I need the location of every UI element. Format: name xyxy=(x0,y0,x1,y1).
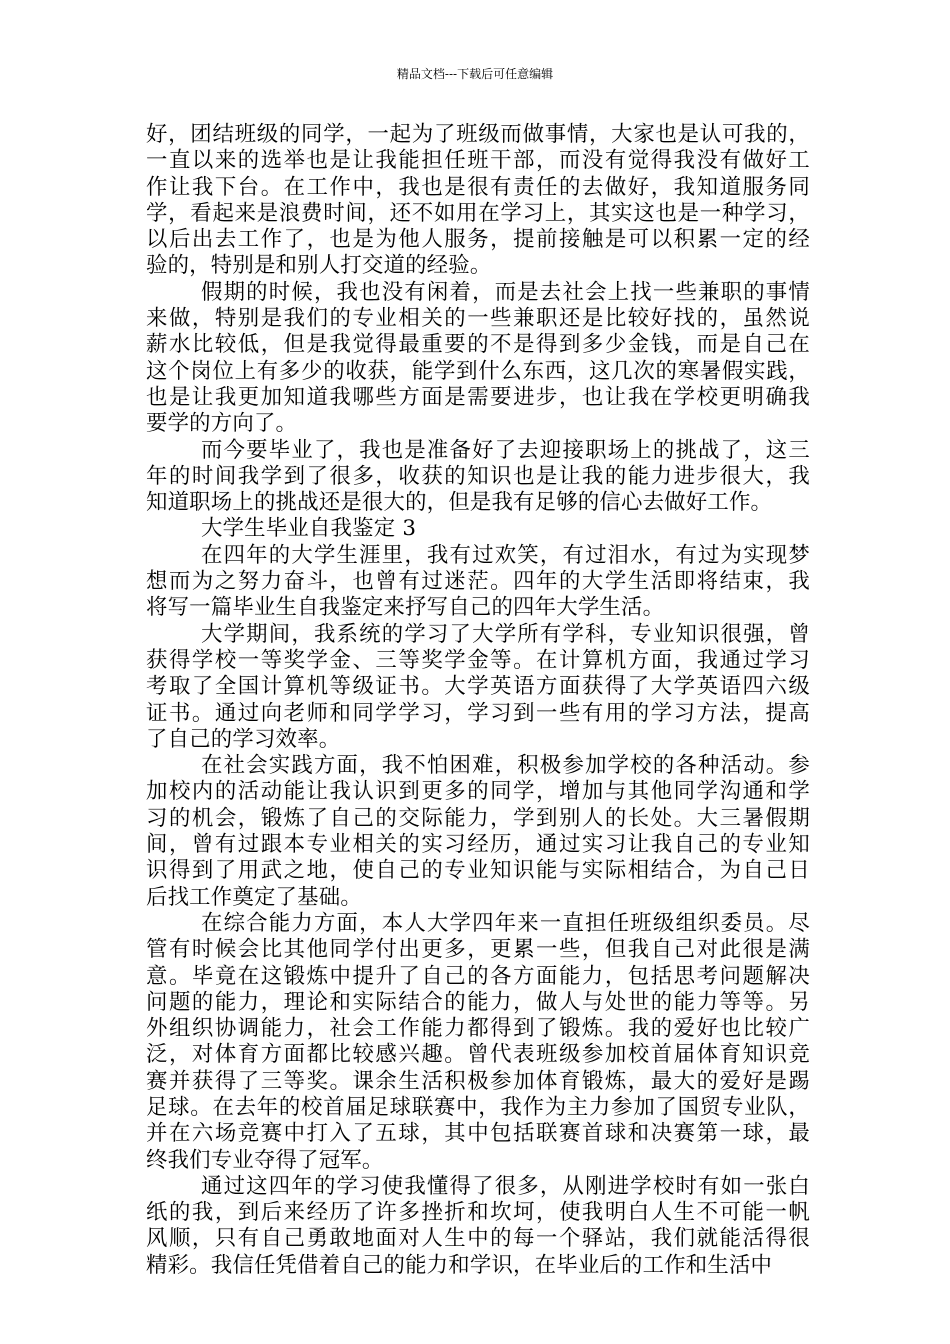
text-line: 问题的能力，理论和实际结合的能力，做人与处世的能力等等。另 xyxy=(146,989,810,1015)
paragraph xyxy=(146,1174,810,1279)
text-line: 想而为之努力奋斗，也曾有过迷茫。四年的大学生活即将结束，我 xyxy=(146,569,810,595)
paragraph xyxy=(146,622,810,753)
text-line: 薪水比较低，但是我觉得最重要的不是得到多少金钱，而是自己在 xyxy=(146,332,810,358)
text-line: 在四年的大学生涯里，我有过欢笑，有过泪水，有过为实现梦 xyxy=(201,542,810,568)
text-line: 在综合能力方面，本人大学四年来一直担任班级组织委员。尽 xyxy=(201,910,810,936)
paragraph xyxy=(146,753,810,911)
text-line: 也是让我更加知道我哪些方面是需要进步，也让我在学校更明确我 xyxy=(146,384,810,410)
text-line: 并在六场竞赛中打入了五球，其中包括联赛首球和决赛第一球，最 xyxy=(146,1121,810,1147)
text-line: 了自己的学习效率。 xyxy=(146,726,341,752)
text-line: 知道职场上的挑战还是很大的，但是我有足够的信心去做好工作。 xyxy=(146,490,773,516)
text-line: 考取了全国计算机等级证书。大学英语方面获得了大学英语四六级 xyxy=(146,674,810,700)
text-line: 终我们专业夺得了冠军。 xyxy=(146,1147,384,1173)
text-line: 管有时候会比其他同学付出更多，更累一些，但我自己对此很是满 xyxy=(146,937,810,963)
text-line: 来做，特别是我们的专业相关的一些兼职还是比较好找的，虽然说 xyxy=(146,306,810,332)
text-line: 足球。在去年的校首届足球联赛中，我作为主力参加了国贸专业队， xyxy=(146,1094,810,1120)
paragraph xyxy=(146,911,810,1174)
text-line: 习的机会，锻炼了自己的交际能力，学到别人的长处。大三暑假期 xyxy=(146,805,810,831)
text-line: 将写一篇毕业生自我鉴定来抒写自己的四年大学生活。 xyxy=(146,595,665,621)
document-body xyxy=(146,122,810,1279)
text-line: 精彩。我信任凭借着自己的能力和学识，在毕业后的工作和生活中 xyxy=(146,1252,773,1278)
text-line: 以后出去工作了，也是为他人服务，提前接触是可以积累一定的经 xyxy=(146,227,810,253)
text-line: 证书。通过向老师和同学学习，学习到一些有用的学习方法，提高 xyxy=(146,700,810,726)
text-line: 风顺，只有自己勇敢地面对人生中的每一个驿站，我们就能活得很 xyxy=(146,1226,810,1252)
text-line: 假期的时候，我也没有闲着，而是去社会上找一些兼职的事情 xyxy=(201,279,810,305)
paragraph xyxy=(146,122,810,280)
text-line: 要学的方向了。 xyxy=(146,411,298,437)
text-line: 意。毕竟在这锻炼中提升了自己的各方面能力，包括思考问题解决 xyxy=(146,963,810,989)
text-line: 识得到了用武之地，使自己的专业知识能与实际相结合，为自己日 xyxy=(146,858,810,884)
paragraph xyxy=(146,280,810,438)
text-line: 后找工作奠定了基础。 xyxy=(146,884,362,910)
text-line: 大学生毕业自我鉴定 3 xyxy=(201,516,417,542)
paragraph xyxy=(146,516,810,542)
text-line: 赛并获得了三等奖。课余生活积极参加体育锻炼，最大的爱好是踢 xyxy=(146,1068,810,1094)
text-line: 学，看起来是浪费时间，还不如用在学习上，其实这也是一种学习， xyxy=(146,200,810,226)
text-line: 加校内的活动能让我认识到更多的同学，增加与其他同学沟通和学 xyxy=(146,779,810,805)
paragraph xyxy=(146,438,810,517)
text-line: 这个岗位上有多少的收获，能学到什么东西，这几次的寒暑假实践， xyxy=(146,358,810,384)
text-line: 外组织协调能力，社会工作能力都得到了锻炼。我的爱好也比较广 xyxy=(146,1016,810,1042)
text-line: 作让我下台。在工作中，我也是很有责任的去做好，我知道服务同 xyxy=(146,174,810,200)
text-line: 年的时间我学到了很多，收获的知识也是让我的能力进步很大，我 xyxy=(146,463,810,489)
text-line: 验的，特别是和别人打交道的经验。 xyxy=(146,253,492,279)
paragraph xyxy=(146,543,810,622)
page-header: 精品文档---下载后可任意编辑 xyxy=(396,67,554,81)
text-line: 而今要毕业了，我也是准备好了去迎接职场上的挑战了，这三 xyxy=(201,437,810,463)
text-line: 好，团结班级的同学，一起为了班级而做事情，大家也是认可我的， xyxy=(146,122,810,147)
text-line: 间，曾有过跟本专业相关的实习经历，通过实习让我自己的专业知 xyxy=(146,832,810,858)
text-line: 获得学校一等奖学金、三等奖学金等。在计算机方面，我通过学习 xyxy=(146,647,810,673)
text-line: 泛，对体育方面都比较感兴趣。曾代表班级参加校首届体育知识竞 xyxy=(146,1042,810,1068)
text-line: 通过这四年的学习使我懂得了很多，从刚进学校时有如一张白 xyxy=(201,1173,810,1199)
text-line: 在社会实践方面，我不怕困难，积极参加学校的各种活动。参 xyxy=(201,753,810,779)
text-line: 大学期间，我系统的学习了大学所有学科，专业知识很强，曾 xyxy=(201,621,810,647)
text-line: 一直以来的选举也是让我能担任班干部，而没有觉得我没有做好工 xyxy=(146,148,810,174)
text-line: 纸的我，到后来经历了许多挫折和坎坷，使我明白人生不可能一帆 xyxy=(146,1200,810,1226)
